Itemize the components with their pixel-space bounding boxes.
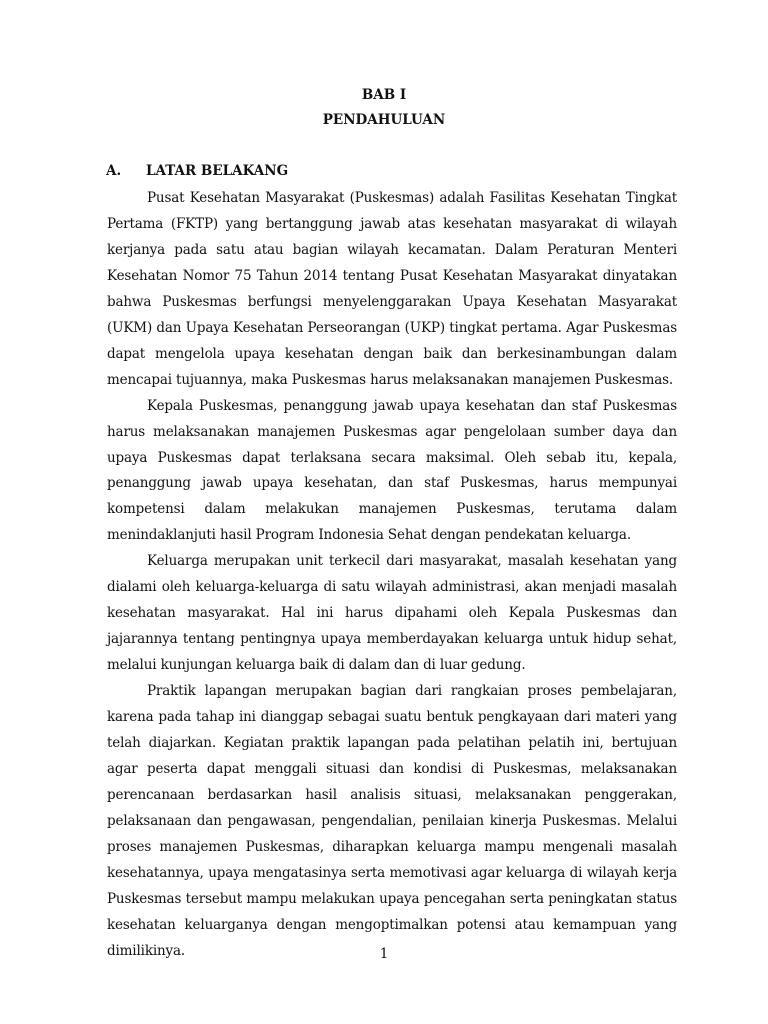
- section-letter: A.: [106, 163, 122, 179]
- chapter-label: BAB I: [361, 87, 407, 103]
- paragraph: Keluarga merupakan unit terkecil dari masyarakat, masalah kesehatan yang dialami oleh keluarga-keluarga di satu wilayah administrasi, akan menjadi masalah kesehatan masyarakat. Hal ini harus dipahami oleh Kepala Puskesmas dan jajarannya tentang pentingnya upaya memberdayakan keluarga untuk hidup sehat, melalui kunjungan keluarga baik di dalam dan di luar gedung.: [107, 553, 677, 674]
- body-text: [107, 186, 677, 965]
- chapter-title: PENDAHULUAN: [322, 112, 446, 128]
- paragraph: Pusat Kesehatan Masyarakat (Puskesmas) adalah Fasilitas Kesehatan Tingkat Pertama (FKTP) yang bertanggung jawab atas kesehatan masyarakat di wilayah kerjanya pada satu atau bagian wilayah kecamatan. Dalam Peraturan Menteri Kesehatan Nomor 75 Tahun 2014 tentang Pusat Kesehatan Masyarakat dinyatakan bahwa Puskesmas berfungsi menyelenggarakan Upaya Kesehatan Masyarakat (UKM) dan Upaya Kesehatan Perseorangan (UKP) tingkat pertama. Agar Puskesmas dapat mengelola upaya kesehatan dengan baik dan berkesinambungan dalam mencapai tujuannya, maka Puskesmas harus melaksanakan manajemen Puskesmas.: [107, 190, 677, 388]
- paragraph: Praktik lapangan merupakan bagian dari rangkaian proses pembelajaran, karena pada tahap ini dianggap sebagai suatu bentuk pengkayaan dari materi yang telah diajarkan. Kegiatan praktik lapangan pada pelatihan pelatih ini, bertujuan agar peserta dapat menggali situasi dan kondisi di Puskesmas, melaksanakan perencanaan berdasarkan hasil analisis situasi, melaksanakan penggerakan, pelaksanaan dan pengawasan, pengendalian, penilaian kinerja Puskesmas. Melalui proses manajemen Puskesmas, diharapkan keluarga mampu mengenali masalah kesehatannya, upaya mengatasinya serta memotivasi agar keluarga di wilayah kerja Puskesmas tersebut mampu melakukan upaya pencegahan serta peningkatan status kesehatan keluarganya dengan mengoptimalkan potensi atau kemampuan yang dimilikinya.: [107, 683, 677, 959]
- paragraph: Kepala Puskesmas, penanggung jawab upaya kesehatan dan staf Puskesmas harus melaksanakan manajemen Puskesmas agar pengelolaan sumber daya dan upaya Puskesmas dapat terlaksana secara maksimal. Oleh sebab itu, kepala, penanggung jawab upaya kesehatan, dan staf Puskesmas, harus mempunyai kompetensi dalam melakukan manajemen Puskesmas, terutama dalam menindaklanjuti hasil Program Indonesia Sehat dengan pendekatan keluarga.: [107, 397, 677, 544]
- section-heading: [106, 161, 288, 181]
- page-number: 1: [379, 946, 389, 962]
- section-title: LATAR BELAKANG: [146, 163, 289, 179]
